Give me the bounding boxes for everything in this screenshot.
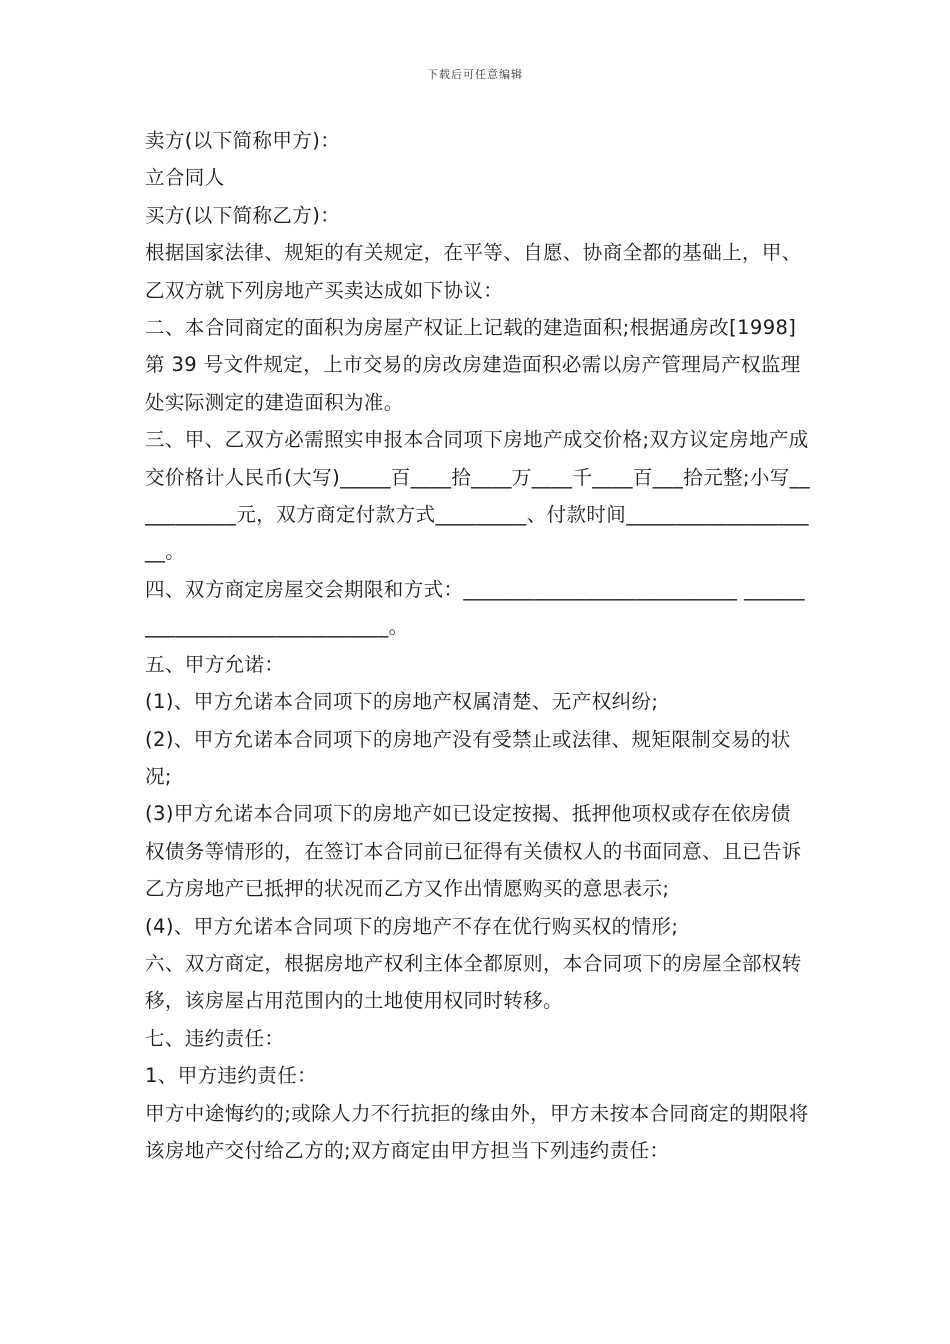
- clause-3-price: 三、甲、乙双方必需照实申报本合同项下房地产成交价格;双方议定房地产成交价格计人民币(大写)_____百____拾____万____千____百___拾元整;小写___________元，双方商定付款方式_________、付款时间____________________。: [145, 428, 810, 564]
- clause-7-heading: 七、违约责任：: [145, 1026, 285, 1050]
- clause-5-item-1: (1)、甲方允诺本合同项下的房地产权属清楚、无产权纠纷;: [145, 690, 659, 714]
- header-note: 下载后可任意编辑: [427, 68, 523, 81]
- clause-7-subheading: 1、甲方违约责任：: [145, 1064, 318, 1088]
- seller-line: 卖方(以下简称甲方)：: [145, 129, 341, 152]
- clause-7-seller-breach: 甲方中途悔约的;或除人力不行抗拒的缘由外，甲方未按本合同商定的期限将该房地产交付给乙方的;双方商定由甲方担当下列违约责任：: [145, 1101, 809, 1162]
- clause-5-item-4: (4)、甲方允诺本合同项下的房地产不存在优行购买权的情形;: [145, 914, 679, 938]
- preamble-paragraph: 根据国家法律、规矩的有关规定，在平等、自愿、协商全都的基础上，甲、乙双方就下列房地产买卖达成如下协议：: [145, 241, 802, 302]
- clause-5-item-3: (3)甲方允诺本合同项下的房地产如已设定按揭、抵押他项权或存在依房债权债务等情形的，在签订本合同前已征得有关债权人的书面同意、且已告诉乙方房地产已抵押的状况而乙方又作出情愿购买的意思表示;: [145, 802, 802, 901]
- clause-4-delivery: 四、双方商定房屋交会期限和方式：___________________________ ______________________________。: [145, 577, 805, 639]
- buyer-line: 买方(以下简称乙方)：: [145, 203, 341, 227]
- contract-body: [145, 122, 810, 1169]
- contract-party-line: 立合同人: [145, 166, 225, 190]
- clause-6-transfer: 六、双方商定，根据房地产权利主体全都原则，本合同项下的房屋全部权转移，该房屋占用范围内的土地使用权同时转移。: [145, 951, 802, 1013]
- clause-2-area: 二、本合同商定的面积为房屋产权证上记载的建造面积;根据通房改[1998]第 39 号文件规定，上市交易的房改房建造面积必需以房产管理局产权监理处实际测定的建造面积为准。: [145, 316, 801, 414]
- clause-5-item-2: (2)、甲方允诺本合同项下的房地产没有受禁止或法律、规矩限制交易的状况;: [145, 727, 791, 788]
- clause-5-heading: 五、甲方允诺：: [145, 652, 285, 676]
